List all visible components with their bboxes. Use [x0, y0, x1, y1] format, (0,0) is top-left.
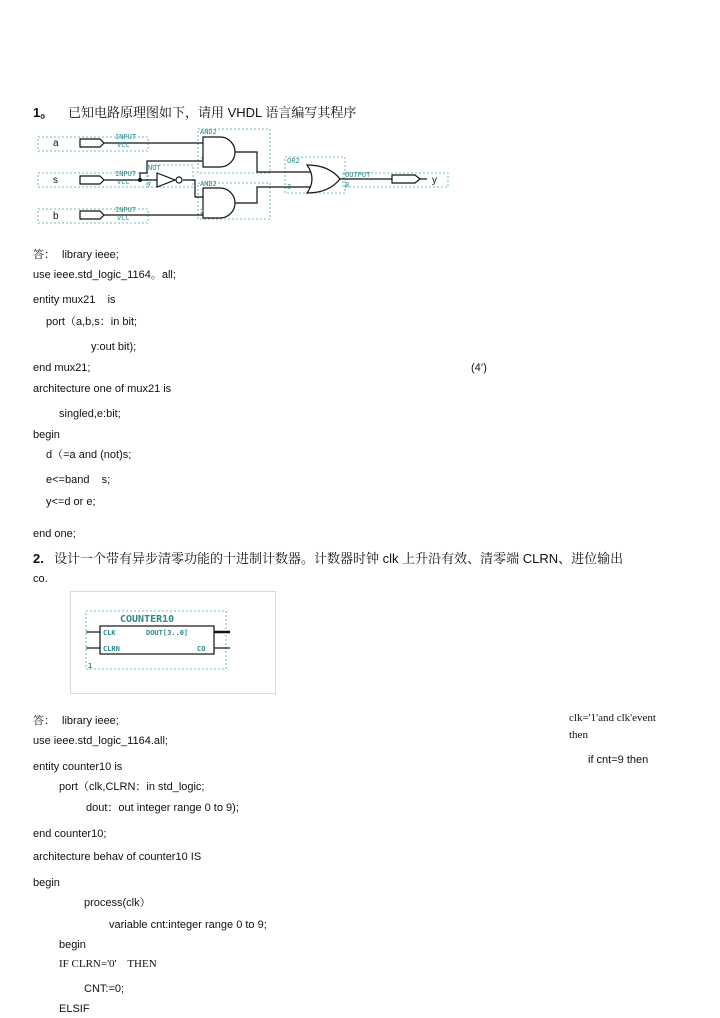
not-bubble: [176, 177, 182, 183]
q1-code-line: end mux21;: [33, 362, 91, 374]
q1-code-line: library ieee;: [62, 249, 119, 261]
vcc-b-tag: VCC: [117, 214, 130, 222]
label-a: a: [53, 138, 59, 149]
not-gate: [157, 173, 175, 187]
pin-7: 7: [147, 181, 152, 189]
pin-1: 1: [200, 156, 205, 164]
q1-code-line: y<=d or e;: [46, 496, 96, 508]
q2-code-line: library ieee;: [62, 715, 119, 727]
q2-code-line: end counter10;: [33, 828, 107, 840]
and-gate-top: [203, 137, 235, 167]
q1-code-line: port（a,b,s：in bit;: [46, 316, 138, 328]
input-b-pin: [80, 211, 104, 219]
q2-code-line: begin: [59, 939, 86, 951]
input-s-tag: INPUT: [115, 170, 137, 178]
and-top-tag: AND2: [200, 128, 217, 136]
pin-8: 8: [345, 181, 350, 189]
label-b: b: [53, 211, 59, 222]
pin-co: CO: [197, 645, 206, 653]
q2-answer-label: 答：: [33, 715, 55, 727]
q2-code-line: variable cnt:integer range 0 to 9;: [109, 919, 267, 931]
q1-code-line: e<=band s;: [46, 474, 111, 486]
input-a-pin: [80, 139, 104, 147]
symbol-index: 1: [88, 662, 93, 670]
pin-3: 3: [287, 183, 292, 191]
q2-code-line: dout：out integer range 0 to 9);: [86, 802, 239, 814]
q1-prompt: 已知电路原理图如下，请用 VHDL 语言编写其程序: [68, 105, 357, 120]
junction-dot: [138, 178, 142, 182]
label-s: s: [53, 175, 58, 186]
pin-dout: DOUT[3..0]: [146, 629, 189, 637]
q1-code-line: entity mux21 is: [33, 294, 116, 306]
and-gate-bottom: [203, 188, 235, 218]
q2-prompt-line-1: 设计一个带有异步清零功能的十进制计数器。计数器时钟 clk 上升沿有效、清零端 CLRN、进位输出: [54, 551, 624, 566]
q1-number: 1。: [33, 105, 54, 120]
q2-code-line: entity counter10 is: [33, 761, 123, 773]
q1-code-line: singled,e:bit;: [59, 408, 121, 420]
counter-symbol: [84, 608, 254, 678]
q1-score: (4’): [471, 362, 487, 374]
q1-code-line: use ieee.std_logic_1164。all;: [33, 269, 176, 281]
output-tag: OUTPUT: [345, 171, 371, 179]
and-bottom-tag: AND2: [200, 180, 217, 188]
q2-code-line: use ieee.std_logic_1164.all;: [33, 735, 168, 747]
counter-title: COUNTER10: [120, 614, 175, 625]
q2-code-line: port（clk,CLRN：in std_logic;: [59, 781, 205, 793]
q2-code-line: CNT:=0;: [84, 983, 125, 995]
pin-clrn: CLRN: [103, 645, 120, 653]
q1-answer-label: 答：: [33, 249, 55, 261]
q1-code-line: begin: [33, 429, 60, 441]
input-b-tag: INPUT: [115, 206, 137, 214]
q1-code-line: architecture one of mux21 is: [33, 383, 172, 395]
q1-code-line: end one;: [33, 528, 76, 540]
wire-and-bottom-out: [235, 187, 311, 203]
pin-2: 2: [200, 208, 205, 216]
q2-code-line: ELSIF: [59, 1003, 90, 1015]
pin-clk: CLK: [103, 629, 116, 637]
q2-side-line: if cnt=9 then: [588, 754, 649, 766]
output-pin: [392, 175, 420, 183]
vcc-s-tag: VCC: [117, 178, 130, 186]
input-s-pin: [80, 176, 104, 184]
vcc-a-tag: VCC: [117, 141, 130, 149]
q2-number: 2.: [33, 551, 44, 566]
q2-side-line: then: [569, 729, 588, 741]
mux-schematic: [35, 125, 465, 225]
or-tag: OR2: [287, 157, 300, 165]
input-a-tag: INPUT: [115, 133, 137, 141]
q1-code-line: y:out bit);: [91, 341, 137, 353]
q2-code-line: IF CLRN='0' THEN: [59, 958, 157, 970]
or-gate: [307, 165, 340, 193]
q2-code-line: architecture behav of counter10 IS: [33, 851, 202, 863]
q2-code-line: begin: [33, 877, 60, 889]
q1-code-line: d（=a and (not)s;: [46, 449, 132, 461]
label-y: y: [432, 175, 437, 186]
q2-code-line: process(clk）: [84, 897, 151, 909]
q2-side-line: clk='1'and clk'event: [569, 712, 656, 724]
not-tag: NOT: [148, 164, 161, 172]
q2-prompt-line-2: co.: [33, 573, 48, 585]
